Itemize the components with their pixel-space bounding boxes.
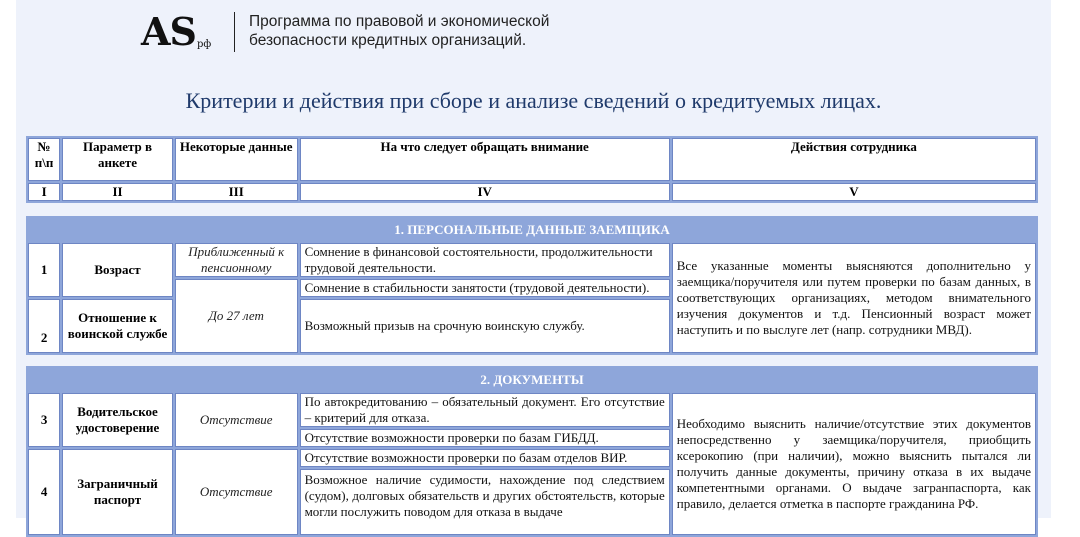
section-documents: [26, 366, 1038, 537]
col-attention-header: На что следует обращать внимание: [300, 138, 670, 181]
param-name: Отношение к воинской службе: [62, 299, 173, 353]
row-number: 1: [28, 243, 60, 297]
roman-numeral: V: [672, 183, 1036, 201]
roman-numeral: I: [28, 183, 60, 201]
column-header-table: [26, 136, 1038, 203]
attention-note: Отсутствие возможности проверки по базам отделов ВИР.: [300, 449, 670, 467]
param-data: Приближенный к пенсионному: [175, 243, 298, 277]
attention-note: Возможное наличие судимости, нахождение под следствием (судом), долговых обязательств и других обстоятельств, которые могли послужить поводом для отказа в выдаче: [300, 469, 670, 535]
row-number: 3: [28, 393, 60, 447]
col-param-header: Параметр в анкете: [62, 138, 173, 181]
logo[interactable]: ASрф: [141, 9, 212, 54]
employee-actions: Необходимо выяснить наличие/отсутствие этих документов непосредственно у заемщика/поручителя, приобщить ксерокопию (при наличии), можно выяснить пытался ли получить данные документы, причину отказа в их выдаче компетентными органами. О выдаче загранпаспорта, как правило, делается отметка в паспорте гражданина РФ.: [672, 393, 1036, 535]
col-actions-header: Действия сотрудника: [672, 138, 1036, 181]
section-title: 2. ДОКУМЕНТЫ: [28, 368, 1036, 391]
row-number: 4: [28, 449, 60, 535]
param-name: Заграничный паспорт: [62, 449, 173, 535]
attention-note: Отсутствие возможности проверки по базам ГИБДД.: [300, 429, 670, 447]
section-personal-data: [26, 216, 1038, 355]
roman-numeral: II: [62, 183, 173, 201]
attention-note: Возможный призыв на срочную воинскую службу.: [300, 299, 670, 353]
param-data: Отсутствие: [175, 449, 298, 535]
section-title: 1. ПЕРСОНАЛЬНЫЕ ДАННЫЕ ЗАЕМЩИКА: [28, 218, 1036, 241]
col-data-header: Некоторые данные: [175, 138, 298, 181]
employee-actions: Все указанные моменты выясняются дополнительно у заемщика/поручителя или путем проверки по базам данных, в соответствующих организациях, методом внимательного изучения документов и т.д. Пенсионный возраст может наступить и по выслуге лет (напр. сотрудники МВД).: [672, 243, 1036, 353]
header-divider: [234, 12, 235, 52]
attention-note: Сомнение в стабильности занятости (трудовой деятельности).: [300, 279, 670, 297]
page: [16, 0, 1051, 518]
param-data: Отсутствие: [175, 393, 298, 447]
page-title: Критерии и действия при сборе и анализе сведений о кредитуемых лицах.: [185, 88, 882, 113]
col-num-header: № п\п: [28, 138, 60, 181]
param-name: Возраст: [62, 243, 173, 297]
row-number: 2: [28, 299, 60, 353]
roman-numeral: III: [175, 183, 298, 201]
attention-note: По автокредитованию – обязательный документ. Его отсутствие – критерий для отказа.: [300, 393, 670, 427]
param-data: До 27 лет: [175, 279, 298, 353]
tagline: Программа по правовой и экономической безопасности кредитных организаций.: [249, 13, 550, 49]
param-name: Водительское удостоверение: [62, 393, 173, 447]
attention-note: Сомнение в финансовой состоятельности, продолжительности трудовой деятельности.: [300, 243, 670, 277]
roman-numeral: IV: [300, 183, 670, 201]
